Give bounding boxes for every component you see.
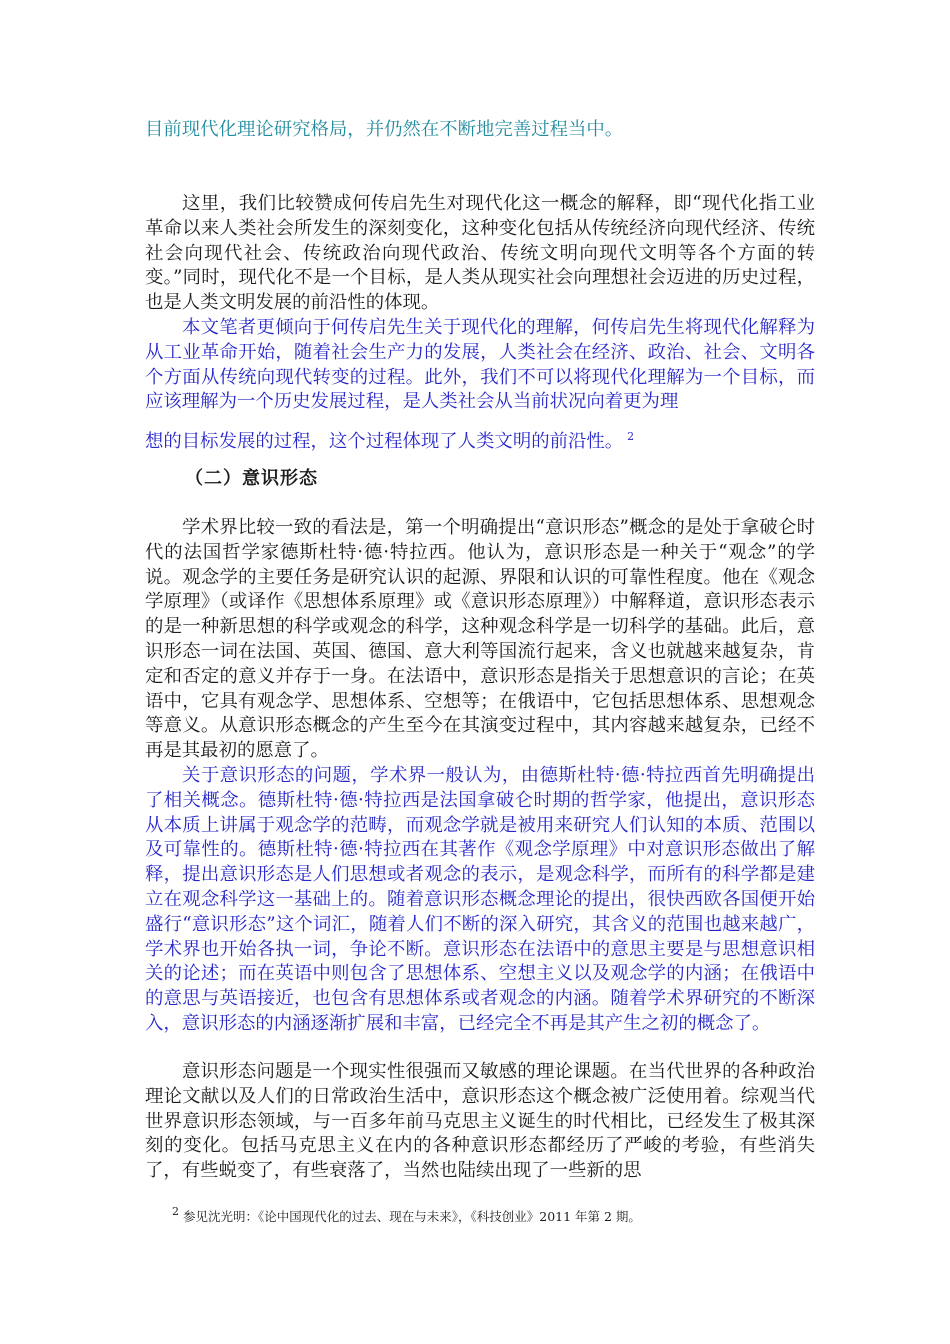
paragraph-modernization-definition: 这里，我们比较赞成何传启先生对现代化这一概念的解释，即“现代化指工业革命以来人类社会所发生的深刻变化，这种变化包括从传统经济向现代经济、传统社会向现代社会、传统政治向现代政治、传统文明向现代文明等各个方面的转变。”同时，现代化不是一个目标，是人类从现实社会向理想社会迈进的历史过程，也是人类文明发展的前沿性的体现。 (145, 193, 815, 314)
footnote-reference[interactable]: 2 (627, 430, 635, 443)
paragraph-modernization-understanding-last-line (145, 430, 815, 455)
footnote (172, 1203, 641, 1226)
paragraph-last-line-text: 想的目标发展的过程，这个过程体现了人类文明的前沿性。 (145, 431, 624, 452)
paragraph-ideology-contemporary: 意识形态问题是一个现实性很强而又敏感的理论课题。在当代世界的各种政治理论文献以及人们的日常政治生活中，意识形态这个概念被广泛使用着。综观当代世界意识形态领域，与一百多年前马克思主义诞生的时代相比，已经发生了极其深刻的变化。包括马克思主义在内的各种意识形态都经历了严峻的考验，有些消失了，有些蜕变了，有些衰落了，当然也陆续出现了一些新的思 (145, 1061, 815, 1182)
footnote-text: 参见沈光明：《论中国现代化的过去、现在与未来》，《科技创业》2011 年第 2 期。 (183, 1209, 641, 1224)
section-heading-ideology: （二）意识形态 (185, 468, 318, 489)
paragraph-modernization-understanding: 本文笔者更倾向于何传启先生关于现代化的理解，何传启先生将现代化解释为从工业革命开始，随着社会生产力的发展，人类社会在经济、政治、社会、文明各个方面从传统向现代转变的过程。此外，我们不可以将现代化理解为一个目标，而应该理解为一个历史发展过程，是人类社会从当前状况向着更为理 (145, 317, 815, 413)
paragraph-ideology-concept: 关于意识形态的问题，学术界一般认为，由德斯杜特·德·特拉西首先明确提出了相关概念。德斯杜特·德·特拉西是法国拿破仑时期的哲学家，他提出，意识形态从本质上讲属于观念学的范畴，而观念学就是被用来研究人们认知的本质、范围以及可靠性的。德斯杜特·德·特拉西在其著作《观念学原理》中对意识形态做出了解释，提出意识形态是人们思想或者观念的表示，是观念科学，而所有的科学都是建立在观念科学这一基础上的。随着意识形态概念理论的提出，很快西欧各国便开始盛行“意识形态”这个词汇，随着人们不断的深入研究，其含义的范围也越来越广，学术界也开始各执一词，争论不断。意识形态在法语中的意思主要是与思想意识相关的论述；而在英语中则包含了思想体系、空想主义以及观念学的内涵；在俄语中的意思与英语接近，也包含有思想体系或者观念的内涵。随着学术界研究的不断深入，意识形态的内涵逐渐扩展和丰富，已经完全不再是其产生之初的概念了。 (145, 765, 815, 1034)
paragraph-ideology-origin: 学术界比较一致的看法是，第一个明确提出“意识形态”概念的是处于拿破仑时代的法国哲学家德斯杜特·德·特拉西。他认为，意识形态是一种关于“观念”的学说。观念学的主要任务是研究认识的起源、界限和认识的可靠性程度。他在《观念学原理》（或译作《思想体系原理》或《意识形态原理》）中解释道，意识形态表示的是一种新思想的科学或观念的科学，这种观念科学是一切科学的基础。此后，意识形态一词在法国、英国、德国、意大利等国流行起来，含义也就越来越复杂，肯定和否定的意义并存于一身。在法语中，意识形态是指关于思想意识的言论；在英语中，它具有观念学、思想体系、空想等；在俄语中，它包括思想体系、思想观念等意义。从意识形态概念的产生至今在其演变过程中，其内容越来越复杂，已经不再是其最初的愿意了。 (145, 517, 815, 762)
footnote-mark: 2 (172, 1205, 179, 1218)
paragraph-intro-end: 目前现代化理论研究格局，并仍然在不断地完善过程当中。 (145, 119, 624, 140)
